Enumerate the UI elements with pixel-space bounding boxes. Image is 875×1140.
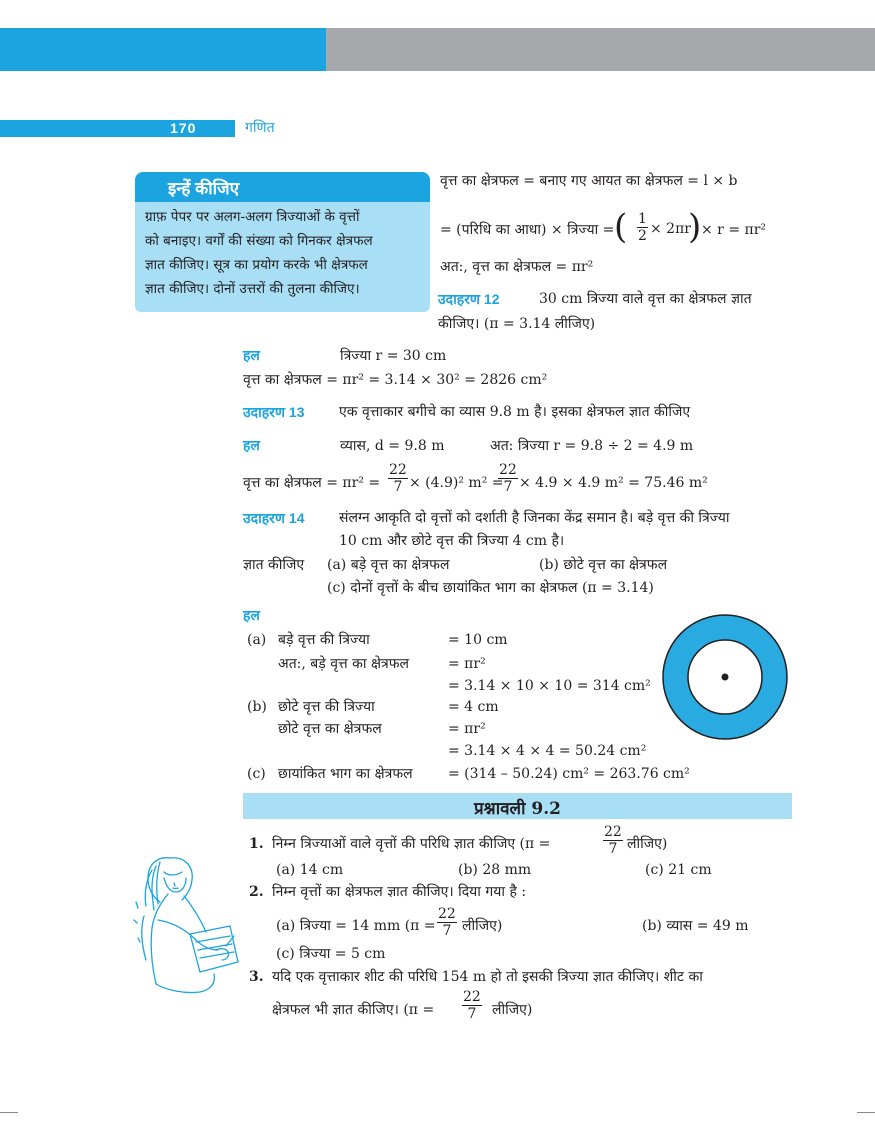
fraction-numerator: 1 xyxy=(638,211,647,227)
derivation-line-2-left: = (परिधि का आधा) × त्रिज्या = xyxy=(440,222,615,238)
solution-row-label: अत:, बड़े वृत्त का क्षेत्रफल xyxy=(278,656,410,672)
concentric-circles-figure xyxy=(660,612,790,742)
crop-mark xyxy=(0,1112,18,1113)
question-1-tail: लीजिए) xyxy=(627,836,668,852)
fraction-numerator: 22 xyxy=(463,989,481,1005)
solution-row-label: छोटे वृत्त की त्रिज्या xyxy=(278,699,375,715)
question-1-option-a: (a) 14 cm xyxy=(276,862,344,878)
example-13-text: एक वृत्ताकार बगीचे का व्यास 9.8 m है। इसका क्षेत्रफल ज्ञात कीजिए xyxy=(339,404,691,420)
derivation-line-1: वृत्त का क्षेत्रफल = बनाए गए आयत का क्षेत्रफल = l × b xyxy=(440,173,738,189)
fraction-22-7 xyxy=(437,906,457,939)
solution-row-tag: (c) xyxy=(247,766,266,782)
fraction-denominator: 7 xyxy=(503,479,513,495)
example-13-mid: × (4.9)² m² = xyxy=(409,475,504,491)
derivation-line-3: अत:, वृत्त का क्षेत्रफल = πr² xyxy=(440,259,594,275)
question-2-option-a: (a) त्रिज्या = 14 mm (π = xyxy=(276,918,436,934)
activity-box xyxy=(135,202,430,312)
exercise-title-band xyxy=(243,793,792,819)
half-fraction xyxy=(637,211,648,244)
fraction-denominator: 2 xyxy=(638,228,647,244)
example-13-area-prefix: वृत्त का क्षेत्रफल = πr² = xyxy=(243,475,381,491)
activity-line: को बनाइए। वर्गों की संख्या को गिनकर क्षेत्रफल xyxy=(145,233,373,249)
solution-row-value: = πr² xyxy=(448,721,486,737)
example-12-solution-1: त्रिज्या r = 30 cm xyxy=(340,348,447,364)
page-number: 170 xyxy=(170,120,197,136)
solution-row-label: छायांकित भाग का क्षेत्रफल xyxy=(278,766,413,782)
example-14-part-b: (b) छोटे वृत्त का क्षेत्रफल xyxy=(539,557,668,573)
solution-label: हल xyxy=(243,347,260,363)
activity-line: ग्राफ़ पेपर पर अलग-अलग त्रिज्याओं के वृत्तों xyxy=(145,209,360,225)
fraction-numerator: 22 xyxy=(499,462,517,478)
example-14-part-a: (a) बड़े वृत्त का क्षेत्रफल xyxy=(327,557,450,573)
example-13-tail: × 4.9 × 4.9 m² = 75.46 m² xyxy=(519,475,708,491)
fraction-numerator: 22 xyxy=(438,906,456,922)
question-3-text-1: यदि एक वृत्ताकार शीट की परिधि 154 m हो तो इसकी त्रिज्या ज्ञात कीजिए। शीट का xyxy=(272,969,703,985)
solution-label: हल xyxy=(243,607,260,623)
fraction-denominator: 7 xyxy=(393,479,403,495)
question-1-text: निम्न त्रिज्याओं वाले वृत्तों की परिधि ज्ञात कीजिए (π = xyxy=(272,836,551,852)
girl-writing-illustration xyxy=(130,850,242,1005)
question-3-tail: लीजिए) xyxy=(492,1002,533,1018)
example-14-find: ज्ञात कीजिए xyxy=(243,557,305,573)
page-number-bar xyxy=(0,120,235,137)
fraction-22-7 xyxy=(462,989,482,1022)
fraction-22-7 xyxy=(388,462,408,495)
example-12-label: उदाहरण 12 xyxy=(438,291,500,307)
solution-row-value: = πr² xyxy=(448,656,486,672)
activity-box-title xyxy=(135,172,430,202)
solution-row-value: = 4 cm xyxy=(448,699,499,715)
question-number: 2. xyxy=(249,884,264,900)
solution-row-tag: (a) xyxy=(247,632,267,648)
question-3-text-2: क्षेत्रफल भी ज्ञात कीजिए। (π = xyxy=(272,1002,435,1018)
question-number: 3. xyxy=(249,969,264,985)
fraction-numerator: 22 xyxy=(389,462,407,478)
question-2-option-c: (c) त्रिज्या = 5 cm xyxy=(276,946,386,962)
example-12-text-2: कीजिए। (π = 3.14 लीजिए) xyxy=(438,316,596,332)
solution-row-value: = 10 cm xyxy=(448,632,508,648)
example-14-label: उदाहरण 14 xyxy=(243,510,305,526)
activity-title: इन्हें कीजिए xyxy=(168,179,240,198)
question-2-option-b: (b) व्यास = 49 m xyxy=(642,918,749,934)
question-2-option-a-tail: लीजिए) xyxy=(462,918,503,934)
header-grey-bar xyxy=(326,28,875,71)
derivation-line-2-right: × r = πr² xyxy=(701,222,767,238)
solution-row-value: = (314 – 50.24) cm² = 263.76 cm² xyxy=(448,766,690,782)
fraction-22-7 xyxy=(498,462,518,495)
question-1-option-c: (c) 21 cm xyxy=(645,862,712,878)
example-14-part-c: (c) दोनों वृत्तों के बीच छायांकित भाग का क्षेत्रफल (π = 3.14) xyxy=(327,580,654,596)
example-12-text-1: 30 cm त्रिज्या वाले वृत्त का क्षेत्रफल ज्ञात xyxy=(539,291,752,307)
center-point xyxy=(722,674,729,681)
exercise-title: प्रश्नावली 9.2 xyxy=(474,799,561,819)
book-title: गणित xyxy=(245,120,275,136)
fraction-denominator: 7 xyxy=(467,1006,477,1022)
header-blue-bar xyxy=(0,28,326,71)
activity-line: ज्ञात कीजिए। सूत्र का प्रयोग करके भी क्षेत्रफल xyxy=(145,257,368,273)
question-2-text: निम्न वृत्तों का क्षेत्रफल ज्ञात कीजिए। दिया गया है : xyxy=(272,884,527,900)
paren-close: ) xyxy=(688,207,702,247)
paren-open: ( xyxy=(614,207,628,247)
activity-line: ज्ञात कीजिए। दोनों उत्तरों की तुलना कीजिए। xyxy=(145,281,360,297)
fraction-numerator: 22 xyxy=(604,824,622,840)
fraction-22-7 xyxy=(603,824,623,857)
example-13-radius: अत: त्रिज्या r = 9.8 ÷ 2 = 4.9 m xyxy=(490,438,694,454)
solution-row-tag: (b) xyxy=(247,699,267,715)
solution-row-value: = 3.14 × 10 × 10 = 314 cm² xyxy=(448,678,651,694)
question-number: 1. xyxy=(249,836,264,852)
solution-label: हल xyxy=(243,437,260,453)
solution-row-label: बड़े वृत्त की त्रिज्या xyxy=(278,632,370,648)
fraction-tail: × 2πr xyxy=(650,221,691,237)
fraction-denominator: 7 xyxy=(442,923,452,939)
solution-row-label: छोटे वृत्त का क्षेत्रफल xyxy=(278,721,382,737)
fraction-denominator: 7 xyxy=(608,841,618,857)
example-13-diameter: व्यास, d = 9.8 m xyxy=(340,438,445,454)
example-13-label: उदाहरण 13 xyxy=(243,404,305,420)
solution-row-value: = 3.14 × 4 × 4 = 50.24 cm² xyxy=(448,743,647,759)
example-14-text-2: 10 cm और छोटे वृत्त की त्रिज्या 4 cm है। xyxy=(339,533,565,549)
example-14-text-1: संलग्न आकृति दो वृत्तों को दर्शाती है जिनका केंद्र समान है। बड़े वृत्त की त्रिज्या xyxy=(339,510,730,526)
question-1-option-b: (b) 28 mm xyxy=(458,862,532,878)
crop-mark xyxy=(857,1112,875,1113)
example-12-solution-2: वृत्त का क्षेत्रफल = πr² = 3.14 × 30² = 2826 cm² xyxy=(243,372,548,388)
